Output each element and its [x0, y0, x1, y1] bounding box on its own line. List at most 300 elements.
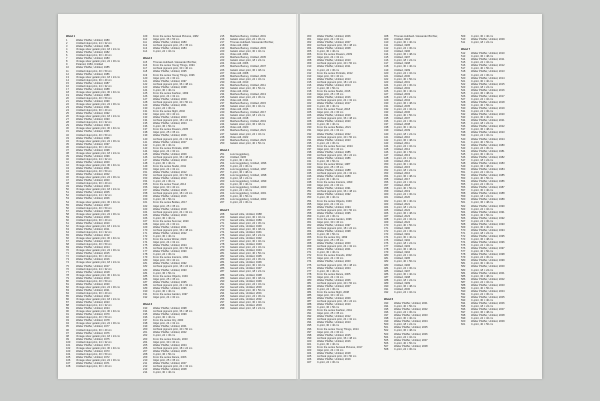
- entry-text: Archival pigment print, 24 × 32 cm: [153, 210, 193, 214]
- entry-text: Inkjet print, 24 × 32 cm: [153, 94, 180, 98]
- entry-number: 326: [307, 114, 312, 118]
- entry-text: Walter Pfeiffer, Untitled, 2011: [317, 65, 351, 69]
- entry-text: Gelatin silver print, 40 × 50 cm: [230, 86, 266, 90]
- entry-number: 271: [220, 221, 225, 225]
- entry-number: 589: [461, 286, 466, 290]
- entry-number: 18: [66, 90, 69, 94]
- entry-number: 368: [307, 242, 312, 246]
- catalogue-entry: [461, 323, 523, 326]
- entry-number: 255: [220, 164, 225, 168]
- catalogue-entry: [143, 296, 205, 299]
- entry-text: Inkjet print, 24 × 32 cm: [317, 129, 344, 133]
- entry-text: C-print, 24 × 30 cm: [394, 120, 417, 124]
- entry-text: Walter Pfeiffer, Untitled, 1995: [317, 211, 351, 215]
- entry-text: C-print, 30 × 40 cm: [471, 298, 494, 302]
- entry-number: 434: [384, 114, 389, 118]
- entry-number: 497: [384, 314, 389, 318]
- entry-number: 27: [66, 118, 69, 122]
- entry-text: Walter Pfeiffer, Untitled, 2018: [317, 351, 351, 355]
- entry-number: 152: [143, 174, 148, 178]
- entry-number: 524: [461, 88, 466, 92]
- entry-number: 243: [220, 120, 225, 124]
- entry-number: 162: [143, 204, 148, 208]
- entry-number: 430: [384, 102, 389, 106]
- entry-number: 132: [143, 113, 148, 117]
- entry-number: 175: [143, 244, 148, 248]
- entry-text: Walter Pfeiffer, Untitled, 1988: [471, 192, 505, 196]
- entry-text: Walter Pfeiffer, Untitled, 2019: [76, 276, 110, 280]
- entry-text: C-print, 24 × 30 cm: [394, 83, 417, 87]
- section-heading: Wand 5: [220, 208, 230, 212]
- entry-text: Vintage silver gelatin print, 18 × 24 cm: [76, 115, 120, 119]
- entry-text: Luis Guggisberg, Untitled, 1996: [230, 161, 267, 165]
- entry-text: Walter Pfeiffer, Untitled, 2008: [153, 367, 187, 371]
- entry-number: 186: [143, 277, 148, 281]
- entry-text: C-print, 30 × 40 cm: [153, 143, 176, 147]
- entry-text: Inkjet print, 24 × 32 cm: [317, 56, 344, 60]
- entry-number: 184: [143, 271, 148, 275]
- entry-number: 379: [307, 275, 312, 279]
- entry-number: 242: [220, 117, 225, 121]
- entry-text: Walter Pfeiffer, Untitled, 2001: [153, 325, 187, 329]
- entry-number: 149: [143, 164, 148, 168]
- entry-text: C-print, 40 × 50 cm: [394, 187, 417, 191]
- entry-text: Untitled, 2002: [394, 86, 411, 90]
- entry-number: 274: [220, 230, 225, 234]
- entry-text: Video still, 2020: [230, 126, 249, 130]
- entry-text: C-print, 30 × 40 cm: [153, 371, 176, 375]
- entry-number: 383: [307, 287, 312, 291]
- entry-number: 76: [66, 267, 69, 271]
- entry-number: 94: [66, 322, 69, 326]
- entry-number: 577: [461, 250, 466, 254]
- entry-text: Walter Pfeiffer, Untitled, 2019: [153, 213, 187, 217]
- entry-text: C-print, 18 × 24 cm: [471, 268, 494, 272]
- entry-number: 261: [220, 183, 225, 187]
- entry-text: Walter Pfeiffer, Untitled, 2022: [471, 125, 505, 129]
- entry-text: Inkjet print, 25 × 35 cm: [153, 131, 180, 135]
- entry-number: 504: [384, 335, 389, 339]
- entry-text: C-print, 18 × 24 cm: [394, 205, 417, 209]
- entry-number: 299: [220, 307, 225, 311]
- entry-number: 117: [143, 67, 148, 71]
- entry-number: 103: [66, 349, 71, 353]
- entry-text: C-print, 30 × 40 cm: [394, 126, 417, 130]
- entry-text: Vintage silver gelatin print, 24 × 30 cm: [76, 212, 120, 216]
- entry-number: 219: [220, 47, 225, 51]
- entry-number: 204: [143, 340, 148, 344]
- entry-text: Untitled inkjet print, 40 × 50 cm: [76, 170, 112, 174]
- entry-text: Walter Pfeiffer, Untitled, 1995: [153, 70, 187, 74]
- entry-number: 365: [307, 233, 312, 237]
- entry-number: 254: [220, 161, 225, 165]
- entry-number: 554: [461, 180, 466, 184]
- entry-text: Inkjet print, 24 × 30 cm: [317, 330, 344, 334]
- entry-text: Gerard Little, Untitled, 2003: [230, 303, 262, 307]
- entry-text: C-print, 24 × 30 cm: [471, 146, 494, 150]
- entry-number: 190: [143, 289, 148, 293]
- entry-number: 493: [384, 302, 389, 306]
- entry-text: Walter Pfeiffer, Untitled, 1997: [153, 79, 187, 83]
- entry-text: Walter Pfeiffer, Untitled, 1990: [76, 99, 110, 103]
- entry-text: Thomas Hubbard / Alexander Birchler,: [230, 41, 274, 45]
- entry-text: Walter Pfeiffer, Untitled, 2002: [471, 277, 505, 281]
- entry-number: 592: [461, 295, 466, 299]
- entry-number: 563: [461, 207, 466, 211]
- entry-number: 484: [384, 266, 389, 270]
- catalogue-entry: [220, 142, 282, 145]
- entry-number: 135: [143, 122, 148, 126]
- entry-number: 107: [66, 362, 71, 366]
- entry-number: 93: [66, 319, 69, 323]
- entry-number: 505: [384, 338, 389, 342]
- entry-number: 202: [143, 334, 148, 338]
- entry-number: 462: [384, 199, 389, 203]
- entry-text: C-print, 18 × 24 cm: [394, 169, 417, 173]
- entry-number: 544: [461, 149, 466, 153]
- entry-text: C-print, 30 × 40 cm: [471, 35, 494, 38]
- catalogue-entry: [384, 291, 446, 294]
- entry-text: From the series Studio, 2015: [317, 89, 351, 93]
- entry-number: 302: [307, 41, 312, 45]
- entry-number: 59: [66, 215, 69, 219]
- entry-number: 248: [220, 135, 225, 139]
- entry-text: From the series Flowers, 2009: [317, 53, 353, 57]
- entry-number: 231: [220, 83, 225, 87]
- section-heading: Wand 6: [384, 297, 394, 301]
- left-column-1: [66, 35, 128, 368]
- entry-text: Inkjet print, 25 × 35 cm: [153, 204, 180, 208]
- entry-number: 593: [461, 298, 466, 302]
- entry-text: Walter Pfeiffer, Untitled, 2006: [153, 134, 187, 138]
- entry-text: Gerard Little, Untitled, 2000: [230, 285, 262, 289]
- entry-text: Walter Pfeiffer, Untitled, 1992: [317, 193, 351, 197]
- entry-text: Matthew Barney, Untitled, 2001: [230, 35, 266, 38]
- entry-text: From the series Friends, 2003: [153, 337, 188, 341]
- entry-text: Vintage silver gelatin print, 24 × 30 cm: [76, 176, 120, 180]
- entry-text: Untitled, 2005: [394, 105, 411, 109]
- entry-number: 78: [66, 273, 69, 277]
- entry-text: C-print, 24 × 30 cm: [230, 164, 253, 168]
- entry-number: 104: [66, 352, 71, 356]
- entry-number: 361: [307, 220, 312, 224]
- entry-text: Walter Pfeiffer, Untitled, 2001: [76, 167, 110, 171]
- entry-text: Vintage silver gelatin print, 30 × 40 cm: [76, 90, 120, 94]
- entry-number: 81: [66, 282, 69, 286]
- entry-text: Inkjet print, 24 × 32 cm: [317, 202, 344, 206]
- entry-text: Walter Pfeiffer, Untitled, 2023: [76, 301, 110, 305]
- entry-number: 295: [220, 294, 225, 298]
- catalogue-entry: [307, 361, 369, 364]
- entry-number: 83: [66, 288, 69, 292]
- entry-text: Untitled, 2003: [394, 92, 411, 96]
- entry-text: C-print, 36 × 50 cm: [153, 198, 176, 202]
- entry-number: 91: [66, 313, 69, 317]
- entry-number: 366: [307, 236, 312, 240]
- entry-number: 426: [384, 89, 389, 93]
- entry-text: Archival pigment print, 36 × 48 cm: [317, 190, 357, 194]
- entry-number: 446: [384, 150, 389, 154]
- entry-number: 87: [66, 301, 69, 305]
- entry-text: C-print, 36 × 48 cm: [394, 138, 417, 142]
- entry-text: Walter Pfeiffer, Untitled, 2016: [317, 339, 351, 343]
- entry-number: 85: [66, 294, 69, 298]
- entry-text: Archival pigment print, 18 × 24 cm: [153, 192, 193, 196]
- entry-text: Gelatin silver print, 18 × 24 cm: [230, 233, 266, 237]
- entry-number: 4: [66, 48, 68, 52]
- entry-number: 215: [220, 35, 225, 38]
- entry-number: 282: [220, 255, 225, 259]
- entry-number: 2: [66, 42, 68, 46]
- entry-text: Gerard Little, Untitled, 1994: [230, 249, 262, 253]
- entry-number: 259: [220, 177, 225, 181]
- entry-text: Walter Pfeiffer, Untitled, 1980: [76, 39, 110, 43]
- entry-number: 60: [66, 218, 69, 222]
- entry-text: Walter Pfeiffer, Untitled, 1993: [153, 268, 187, 272]
- entry-text: Walter Pfeiffer, Untitled, 1985: [317, 150, 351, 154]
- entry-text: Walter Pfeiffer, Untitled, 1991: [471, 210, 505, 214]
- entry-number: 391: [307, 312, 312, 316]
- entry-number: 579: [461, 256, 466, 260]
- entry-number: 8: [66, 60, 68, 64]
- entry-text: Thomas Hubbard / Alexander Birchler,: [153, 61, 197, 65]
- entry-number: 371: [307, 251, 312, 255]
- entry-number: 367: [307, 239, 312, 243]
- entry-number: 200: [143, 328, 148, 332]
- entry-number: 440: [384, 132, 389, 136]
- entry-text: C-print, 36 × 50 cm: [317, 306, 340, 310]
- entry-text: Walter Pfeiffer, Untitled, 2020: [76, 282, 110, 286]
- entry-number: 525: [461, 91, 466, 95]
- entry-text: From the series Garden, 1996: [317, 217, 352, 221]
- entry-text: C-print, 30 × 40 cm: [230, 158, 253, 162]
- entry-number: 325: [307, 111, 312, 115]
- entry-number: 380: [307, 278, 312, 282]
- entry-number: 170: [143, 228, 148, 232]
- entry-number: 113: [143, 47, 148, 51]
- entry-number: 115: [143, 61, 148, 65]
- entry-text: Walter Pfeiffer, Untitled, 2015: [471, 82, 505, 86]
- entry-text: Walter Pfeiffer, Untitled, 1993: [471, 222, 505, 226]
- entry-text: From the series Winter, 1987: [317, 162, 351, 166]
- entry-number: 508: [384, 347, 389, 351]
- right-page: [300, 14, 542, 379]
- entry-text: Walter Pfeiffer, Untitled, 1995: [471, 235, 505, 238]
- entry-number: 213: [143, 367, 148, 371]
- entry-number: 21: [66, 99, 69, 103]
- entry-text: From the series Interiors, 1991: [153, 256, 189, 260]
- entry-text: C-print, 30 × 40 cm: [394, 317, 417, 321]
- entry-text: Archival pigment print, 36 × 48 cm: [317, 44, 357, 48]
- entry-text: Walter Pfeiffer, Untitled, 2019: [317, 357, 351, 361]
- left-column-2: [143, 35, 205, 374]
- entry-number: 23: [66, 106, 69, 110]
- entry-number: 247: [220, 132, 225, 136]
- entry-text: C-print, 30 × 40 cm: [394, 89, 417, 93]
- entry-number: 122: [143, 82, 148, 86]
- entry-text: Gelatin silver print, 24 × 30 cm: [230, 294, 266, 298]
- entry-number: 151: [143, 171, 148, 175]
- entry-number: 499: [384, 320, 389, 324]
- entry-number: 551: [461, 171, 466, 175]
- entry-number: 322: [307, 102, 312, 106]
- entry-number: 89: [66, 307, 69, 311]
- entry-number: 334: [307, 138, 312, 142]
- entry-text: Untitled, 2007: [394, 117, 411, 121]
- entry-text: Inkjet print, 36 × 50 cm: [153, 38, 180, 42]
- entry-text: Inkjet print, 30 × 40 cm: [317, 74, 344, 78]
- entry-number: 362: [307, 223, 312, 227]
- entry-number: 389: [307, 306, 312, 310]
- entry-number: 35: [66, 142, 69, 146]
- entry-text: Walter Pfeiffer, Untitled, 2014: [317, 83, 351, 87]
- section-heading: Wand 1: [66, 35, 76, 38]
- entry-number: 390: [307, 309, 312, 313]
- entry-number: 139: [143, 134, 148, 138]
- entry-number: 346: [307, 175, 312, 179]
- entry-text: Vintage silver gelatin print, 24 × 30 cm: [76, 103, 120, 107]
- entry-text: C-print, 40 × 50 cm: [471, 140, 494, 144]
- entry-text: Inkjet print, 25 × 35 cm: [153, 277, 180, 281]
- entry-number: 576: [461, 247, 466, 251]
- entry-text: Matthew Barney, Untitled, 2009: [230, 74, 266, 78]
- entry-text: C-print, 30 × 40 cm: [471, 189, 494, 193]
- entry-number: 550: [461, 167, 466, 171]
- entry-number: 19: [66, 93, 69, 97]
- entry-number: 292: [220, 285, 225, 289]
- entry-text: Walter Pfeiffer, Untitled, 1996: [471, 241, 505, 245]
- entry-number: 444: [384, 144, 389, 148]
- entry-text: Untitled, 2017: [394, 178, 411, 182]
- entry-number: 42: [66, 163, 69, 167]
- entry-text: Gerard Little, Untitled, 1997: [230, 267, 262, 271]
- entry-number: 452: [384, 169, 389, 173]
- entry-number: 559: [461, 195, 466, 199]
- entry-number: 205: [143, 343, 148, 347]
- entry-text: Untitled, 1998: [394, 275, 411, 279]
- entry-text: C-print, 24 × 30 cm: [317, 141, 340, 145]
- entry-number: 147: [143, 158, 148, 162]
- entry-number: 486: [384, 272, 389, 276]
- entry-text: From the series Bodies, 2017: [153, 201, 187, 205]
- entry-text: C-print, 30 × 40 cm: [394, 199, 417, 203]
- entry-text: C-print, 24 × 30 cm: [394, 266, 417, 270]
- entry-number: 203: [143, 337, 148, 341]
- entry-text: Vintage silver gelatin print, 24 × 30 cm: [76, 249, 120, 253]
- entry-text: Polaroid, 1984, Untitled: [76, 63, 103, 67]
- left-page: [58, 14, 298, 379]
- entry-number: 349: [307, 184, 312, 188]
- entry-text: Gerard Little, Untitled, 1990: [230, 224, 262, 228]
- entry-text: C-print, 30 × 40 cm: [153, 216, 176, 220]
- entry-text: Walter Pfeiffer, Untitled, 1972: [76, 355, 110, 359]
- entry-number: 133: [143, 116, 148, 120]
- entry-text: From the series Winter, 2023: [153, 238, 187, 242]
- entry-text: Gelatin silver print, 18 × 24 cm: [230, 59, 266, 63]
- entry-number: 572: [461, 235, 466, 238]
- entry-number: 431: [384, 105, 389, 109]
- entry-number: 22: [66, 103, 69, 107]
- entry-text: Walter Pfeiffer, Untitled, 1998: [153, 85, 187, 89]
- entry-number: 30: [66, 127, 69, 131]
- entry-text: Luis Guggisberg, Untitled, 2001: [230, 192, 267, 196]
- entry-number: 297: [220, 300, 225, 304]
- entry-number: 590: [461, 289, 466, 293]
- entry-text: Vintage silver gelatin print, 24 × 30 cm: [76, 358, 120, 362]
- catalogue-entry: [143, 371, 205, 374]
- entry-number: 5: [66, 51, 68, 55]
- entry-text: Inkjet print, 24 × 30 cm: [153, 295, 180, 299]
- entry-number: 218: [220, 44, 225, 48]
- entry-number: 399: [307, 336, 312, 340]
- entry-number: 320: [307, 95, 312, 99]
- entry-number: 516: [461, 64, 466, 68]
- entry-number: 318: [307, 89, 312, 93]
- entry-text: From the series Interiors, 1990: [317, 181, 353, 185]
- entry-number: 422: [384, 77, 389, 81]
- entry-text: Walter Pfeiffer, Untitled, 2002: [153, 331, 187, 335]
- entry-text: From the series Night, 2002: [153, 110, 186, 114]
- entry-text: Archival pigment print, 36 × 48 cm: [153, 82, 193, 86]
- entry-number: 238: [220, 105, 225, 109]
- entry-text: Untitled, 2022: [394, 208, 411, 212]
- entry-text: C-print, 24 × 32 cm: [394, 181, 417, 185]
- entry-number: 224: [220, 62, 225, 66]
- entry-text: Vintage silver gelatin print, 24 × 30 cm: [76, 60, 120, 64]
- entry-number: 428: [384, 95, 389, 99]
- entry-text: Walter Pfeiffer, Untitled, 2018: [471, 100, 505, 104]
- entry-number: 536: [461, 125, 466, 129]
- entry-text: C-print, 30 × 40 cm: [471, 152, 494, 156]
- entry-text: Walter Pfeiffer, Untitled, 2006: [394, 332, 428, 336]
- entry-text: Video still, 2016: [230, 108, 249, 112]
- entry-text: Walter Pfeiffer, Untitled, 1983: [471, 161, 505, 165]
- entry-text: C-print, 24 × 32 cm: [394, 217, 417, 221]
- entry-number: 266: [220, 198, 225, 202]
- entry-text: Gelatin silver print, 24 × 32 cm: [230, 282, 266, 286]
- entry-number: 38: [66, 151, 69, 155]
- entry-text: Matthew Barney, Untitled, 2015: [230, 102, 266, 106]
- entry-text: Walter Pfeiffer, Untitled, 1986: [317, 156, 351, 160]
- entry-number: 239: [220, 108, 225, 112]
- entry-number: 227: [220, 71, 225, 75]
- entry-text: Walter Pfeiffer, Untitled, 1975: [76, 337, 110, 341]
- entry-text: C-print, 36 × 50 cm: [317, 159, 340, 163]
- entry-text: C-print, 30 × 40 cm: [394, 41, 417, 45]
- entry-number: 433: [384, 111, 389, 115]
- entry-text: Untitled, 1995: [394, 44, 411, 48]
- entry-text: Untitled inkjet print, 30 × 40 cm: [76, 109, 112, 113]
- entry-number: 526: [461, 94, 466, 98]
- entry-number: 304: [307, 47, 312, 51]
- entry-text: Walter Pfeiffer, Untitled, 1974: [76, 343, 110, 347]
- entry-text: C-print, 40 × 50 cm: [471, 213, 494, 217]
- entry-text: Walter Pfeiffer, Untitled, 1985: [76, 66, 110, 70]
- entry-text: From the series Young Things, 2014: [317, 327, 359, 331]
- entry-number: 328: [307, 120, 312, 124]
- entry-number: 110: [143, 38, 148, 42]
- entry-number: 267: [220, 201, 225, 205]
- entry-number: 14: [66, 78, 69, 82]
- entry-number: 490: [384, 284, 389, 288]
- entry-number: 58: [66, 212, 69, 216]
- entry-number: 478: [384, 248, 389, 252]
- entry-number: 552: [461, 174, 466, 178]
- entry-text: From the series Summer, 2024: [317, 144, 353, 148]
- entry-text: Walter Pfeiffer, Untitled, 2007: [394, 338, 428, 342]
- entry-text: Walter Pfeiffer, Untitled, 1973: [76, 349, 110, 353]
- entry-text: Gelatin silver print, 18 × 24 cm: [230, 114, 266, 118]
